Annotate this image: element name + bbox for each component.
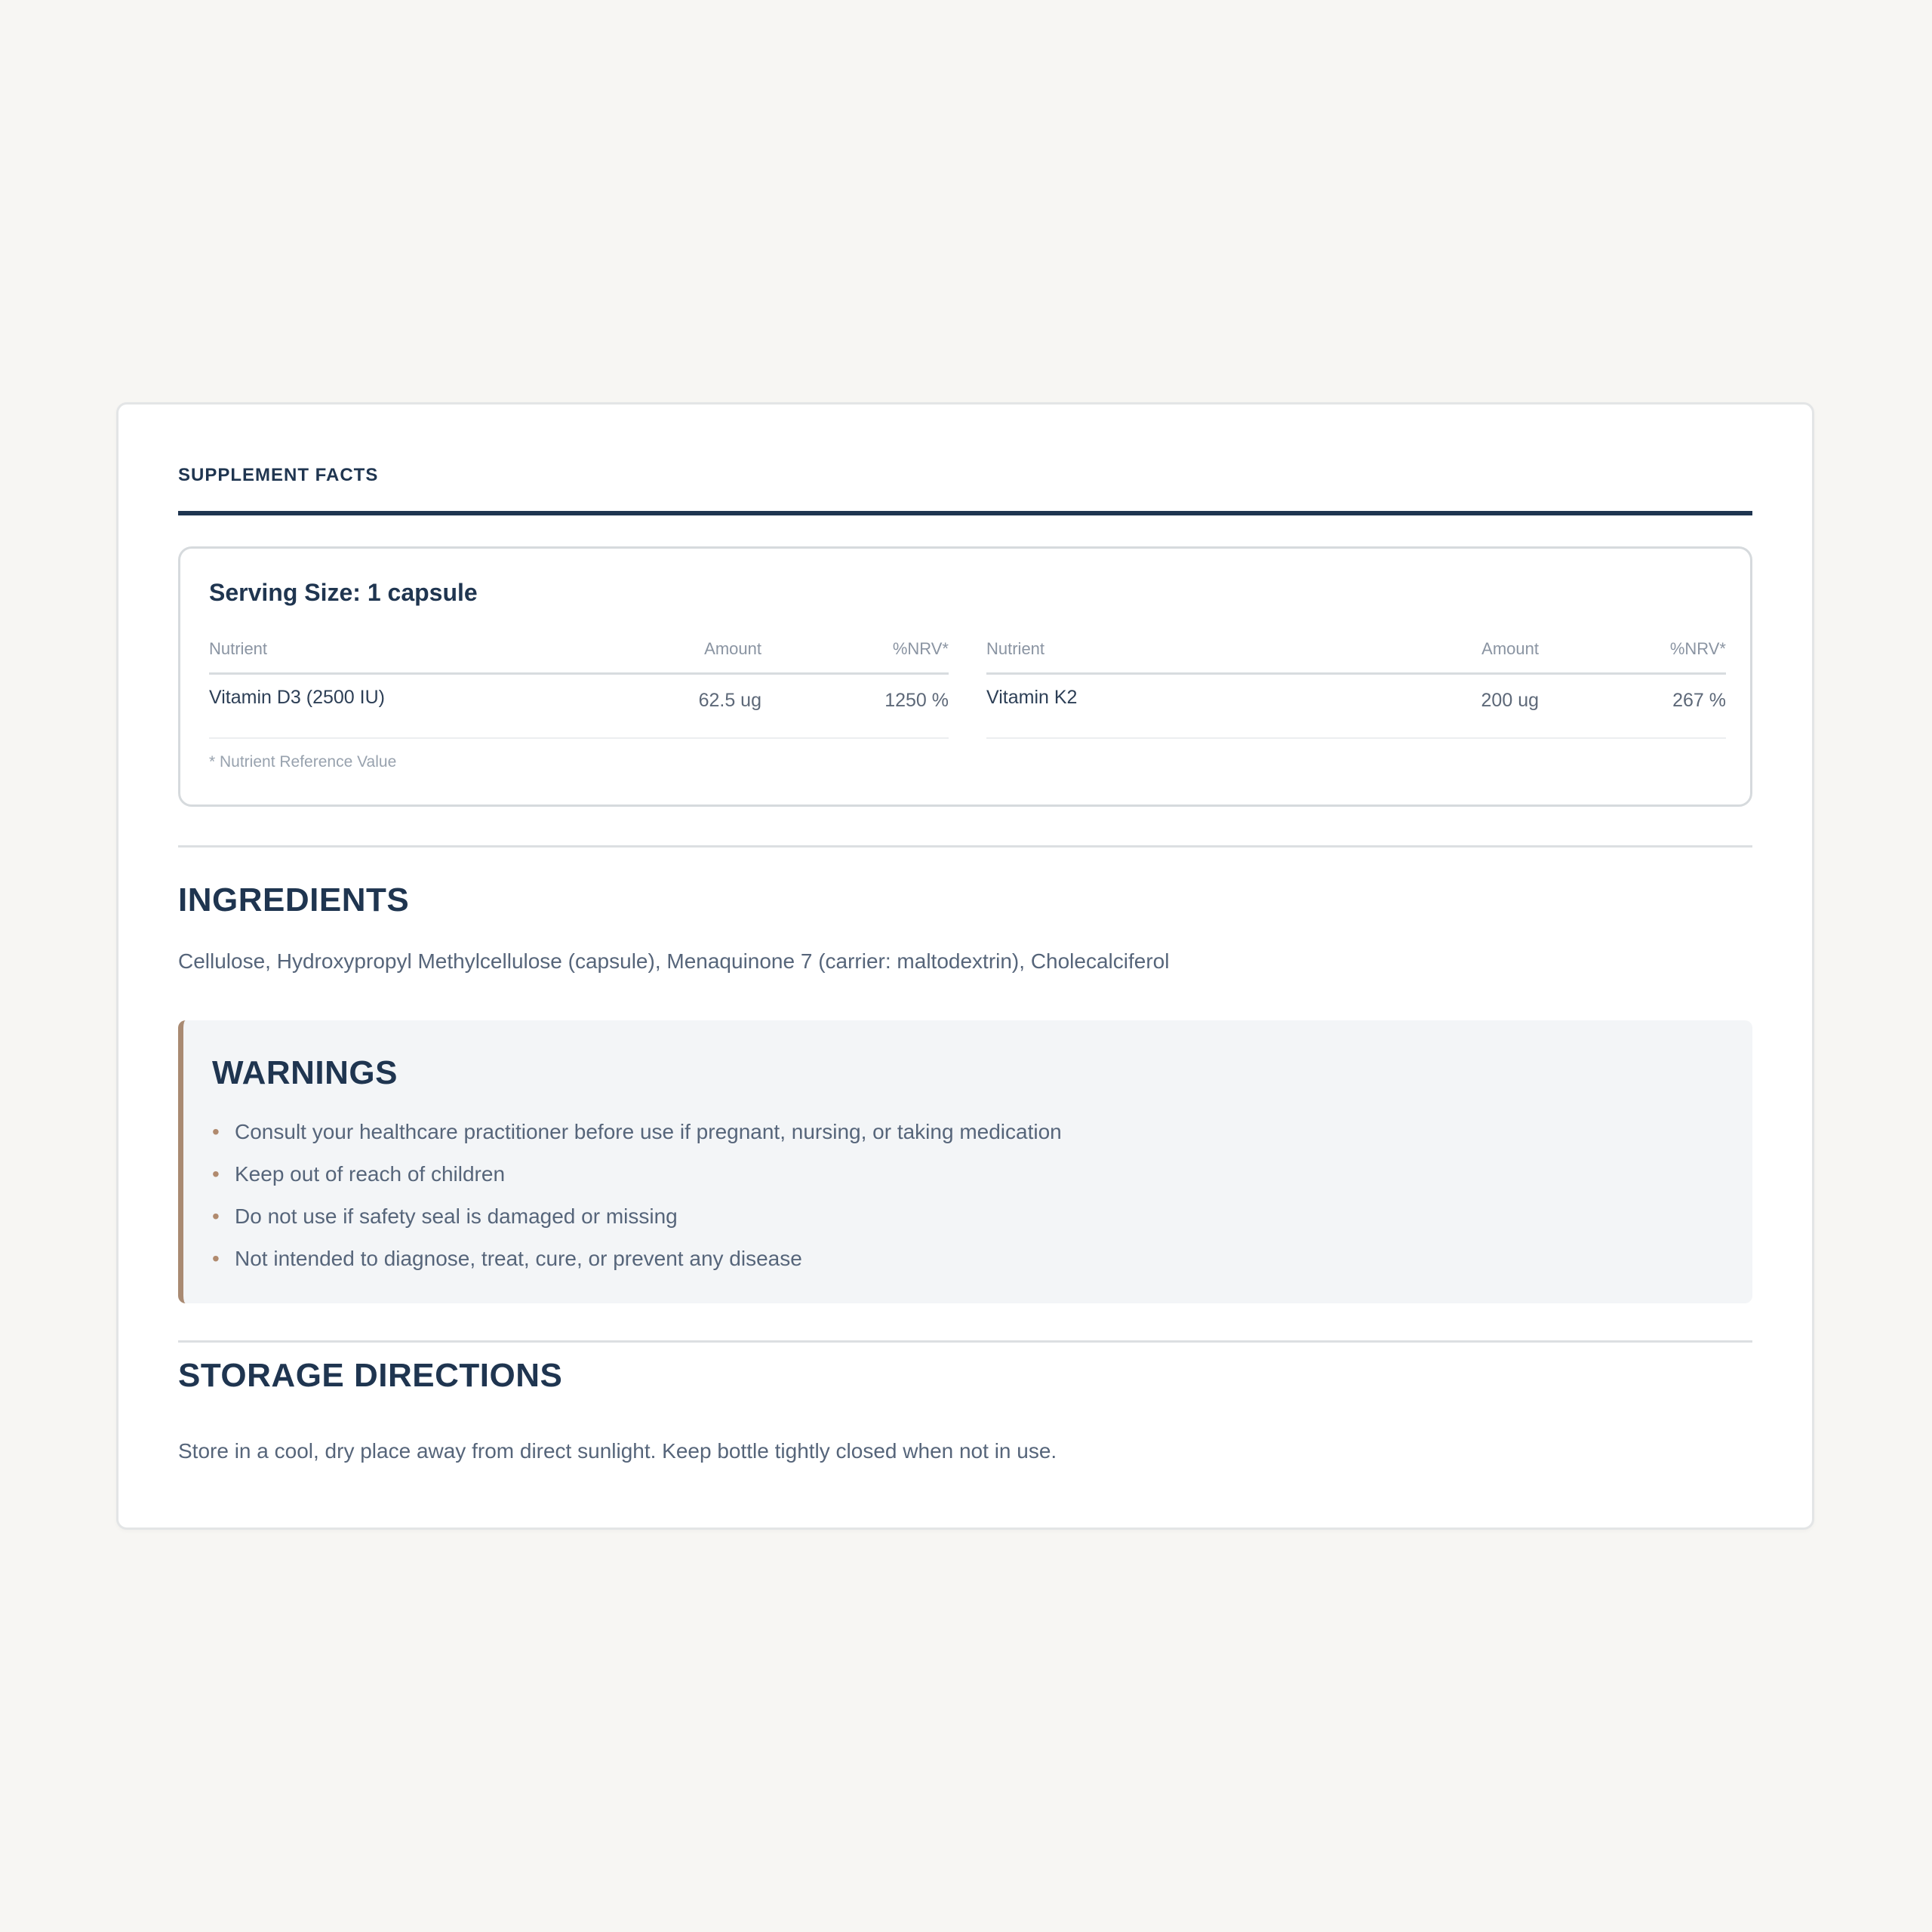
- nutrient-table-right: [986, 638, 1726, 739]
- nutrient-nrv: 1250 %: [884, 690, 949, 711]
- nutrient-name: Vitamin D3 (2500 IU): [209, 687, 385, 708]
- warnings-list: [212, 1117, 1062, 1286]
- storage-heading: STORAGE DIRECTIONS: [178, 1357, 563, 1394]
- serving-size: Serving Size: 1 capsule: [209, 579, 478, 606]
- section-label-underline: [178, 511, 1752, 515]
- list-item: [212, 1159, 1062, 1201]
- warnings-box: [178, 1020, 1752, 1303]
- warning-text: Keep out of reach of children: [235, 1162, 506, 1186]
- header-nutrient: Nutrient: [986, 639, 1045, 658]
- table-header: [986, 638, 1726, 675]
- list-item: [212, 1117, 1062, 1159]
- header-amount: Amount: [1481, 639, 1539, 658]
- table-row: [209, 675, 949, 739]
- bullet-icon: •: [212, 1204, 220, 1228]
- nutrient-amount: 200 ug: [1481, 690, 1539, 711]
- header-nrv: %NRV*: [1669, 639, 1726, 658]
- header-nutrient: Nutrient: [209, 639, 268, 658]
- list-item: [212, 1244, 1062, 1286]
- section-label: SUPPLEMENT FACTS: [178, 465, 379, 485]
- ingredients-text: Cellulose, Hydroxypropyl Methylcellulose (capsule), Menaquinone 7 (carrier: maltodextrin), Cholecalciferol: [178, 949, 1170, 973]
- warning-text: Do not use if safety seal is damaged or missing: [235, 1204, 678, 1228]
- warning-text: Consult your healthcare practitioner before use if pregnant, nursing, or taking medication: [235, 1120, 1062, 1143]
- bullet-icon: •: [212, 1247, 220, 1270]
- warnings-heading: WARNINGS: [212, 1054, 398, 1091]
- list-item: [212, 1201, 1062, 1244]
- table-header: [209, 638, 949, 675]
- nrv-footnote: * Nutrient Reference Value: [209, 753, 397, 771]
- nutrient-nrv: 267 %: [1672, 690, 1726, 711]
- divider: [178, 845, 1752, 848]
- table-row: [986, 675, 1726, 739]
- nutrient-name: Vitamin K2: [986, 687, 1078, 708]
- nutrient-amount: 62.5 ug: [698, 690, 761, 711]
- supplement-facts-card: [116, 402, 1814, 1530]
- divider: [178, 1340, 1752, 1343]
- nutrient-table-left: [209, 638, 949, 739]
- storage-text: Store in a cool, dry place away from direct sunlight. Keep bottle tightly closed when not in use.: [178, 1439, 1057, 1463]
- bullet-icon: •: [212, 1162, 220, 1186]
- bullet-icon: •: [212, 1120, 220, 1143]
- ingredients-heading: INGREDIENTS: [178, 881, 410, 918]
- facts-box: [178, 546, 1752, 807]
- warning-text: Not intended to diagnose, treat, cure, or prevent any disease: [235, 1247, 802, 1270]
- header-amount: Amount: [704, 639, 761, 658]
- header-nrv: %NRV*: [892, 639, 949, 658]
